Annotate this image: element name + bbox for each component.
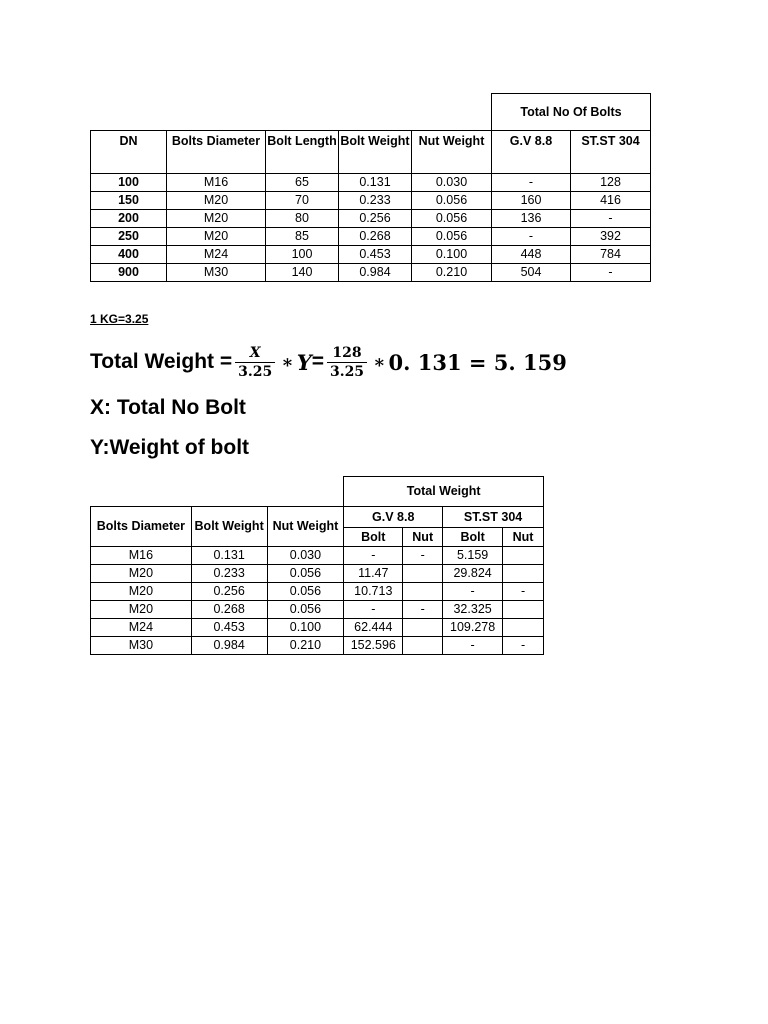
cell-stst-nut-weight: [503, 619, 544, 637]
cell-gv-bolt-weight: 11.47: [344, 565, 403, 583]
bolts-count-table-body: [91, 174, 651, 282]
cell-stst304-count: 784: [571, 246, 651, 264]
cell-nut-weight: 0.056: [412, 192, 492, 210]
cell-nut-weight: 0.100: [267, 619, 344, 637]
cell-bolt-length: 70: [266, 192, 339, 210]
cell-dn: 200: [91, 210, 167, 228]
cell-stst-nut-weight: -: [503, 583, 544, 601]
header-nut-weight-2: Nut Weight: [267, 507, 344, 547]
cell-bolts-diameter: M16: [91, 547, 192, 565]
table-row: [91, 637, 544, 655]
table-row: [91, 264, 651, 282]
cell-gv-nut-weight: [403, 565, 443, 583]
total-weight-group-header: Total Weight: [344, 477, 544, 507]
cell-bolts-diameter: M24: [91, 619, 192, 637]
cell-bolts-diameter: M20: [167, 192, 266, 210]
subheader-gv-bolt: Bolt: [344, 528, 403, 547]
total-weight-table-body: [91, 547, 544, 655]
cell-bolts-diameter: M24: [167, 246, 266, 264]
formula-result: 0. 131 = 5. 159: [388, 349, 567, 375]
header-dn: DN: [91, 131, 167, 174]
table-row: [91, 619, 544, 637]
x-fraction-denominator: 3.25: [235, 362, 275, 381]
cell-bolt-weight: 0.233: [191, 565, 267, 583]
cell-bolt-weight: 0.453: [191, 619, 267, 637]
cell-stst304-count: 392: [571, 228, 651, 246]
header-bolts-diameter: Bolts Diameter: [167, 131, 266, 174]
header-gv88: G.V 8.8: [492, 131, 571, 174]
cell-stst-nut-weight: -: [503, 637, 544, 655]
header-bolt-weight: Bolt Weight: [339, 131, 412, 174]
cell-gv-bolt-weight: 62.444: [344, 619, 403, 637]
cell-stst-bolt-weight: -: [443, 637, 503, 655]
cell-gv88-count: 136: [492, 210, 571, 228]
cell-nut-weight: 0.030: [412, 174, 492, 192]
multiply-sign: ∗: [281, 351, 294, 373]
cell-bolts-diameter: M20: [167, 210, 266, 228]
cell-gv88-count: 448: [492, 246, 571, 264]
cell-stst-nut-weight: [503, 565, 544, 583]
total-bolts-group-header: Total No Of Bolts: [492, 94, 651, 131]
table-row: [91, 565, 544, 583]
legend-x: X: Total No Bolt: [90, 396, 246, 419]
multiply-sign-2: ∗: [373, 351, 386, 373]
table-row: [91, 174, 651, 192]
number-fraction: [327, 344, 367, 381]
cell-stst-bolt-weight: 32.325: [443, 601, 503, 619]
number-fraction-denominator: 3.25: [327, 362, 367, 381]
total-weight-formula: [90, 338, 567, 386]
bolts-count-table: [90, 93, 651, 282]
cell-gv-bolt-weight: -: [344, 547, 403, 565]
formula-equals: =: [311, 350, 324, 373]
cell-nut-weight: 0.056: [267, 565, 344, 583]
cell-gv-nut-weight: -: [403, 547, 443, 565]
x-fraction: [235, 344, 275, 381]
cell-stst304-count: 416: [571, 192, 651, 210]
cell-gv88-count: -: [492, 228, 571, 246]
cell-stst-bolt-weight: 5.159: [443, 547, 503, 565]
cell-bolt-weight: 0.131: [191, 547, 267, 565]
conversion-note: 1 KG=3.25: [90, 312, 149, 326]
table-row: [91, 601, 544, 619]
cell-nut-weight: 0.056: [267, 583, 344, 601]
cell-gv-nut-weight: [403, 637, 443, 655]
cell-bolt-length: 80: [266, 210, 339, 228]
subheader-gv-nut: Nut: [403, 528, 443, 547]
cell-bolt-weight: 0.131: [339, 174, 412, 192]
table-row: [91, 228, 651, 246]
formula-label: Total Weight =: [90, 350, 233, 373]
cell-bolt-length: 100: [266, 246, 339, 264]
table-row: [91, 192, 651, 210]
header-stst304: ST.ST 304: [571, 131, 651, 174]
cell-bolt-weight: 0.984: [191, 637, 267, 655]
cell-bolts-diameter: M20: [91, 601, 192, 619]
subheader-stst-nut: Nut: [503, 528, 544, 547]
cell-gv88-count: 504: [492, 264, 571, 282]
cell-gv-nut-weight: -: [403, 601, 443, 619]
cell-gv88-count: -: [492, 174, 571, 192]
table-row: [91, 547, 544, 565]
cell-bolts-diameter: M30: [91, 637, 192, 655]
cell-nut-weight: 0.210: [267, 637, 344, 655]
cell-nut-weight: 0.100: [412, 246, 492, 264]
header-bolt-length: Bolt Length: [266, 131, 339, 174]
cell-stst-bolt-weight: 109.278: [443, 619, 503, 637]
cell-bolt-weight: 0.984: [339, 264, 412, 282]
cell-bolt-weight: 0.256: [191, 583, 267, 601]
cell-gv-bolt-weight: 10.713: [344, 583, 403, 601]
cell-bolt-length: 85: [266, 228, 339, 246]
cell-gv-bolt-weight: -: [344, 601, 403, 619]
cell-dn: 150: [91, 192, 167, 210]
cell-bolts-diameter: M20: [91, 583, 192, 601]
legend-y: Y:Weight of bolt: [90, 436, 250, 459]
cell-gv-nut-weight: [403, 583, 443, 601]
cell-bolt-length: 65: [266, 174, 339, 192]
cell-gv-bolt-weight: 152.596: [344, 637, 403, 655]
number-fraction-numerator: 128: [332, 344, 362, 361]
cell-dn: 100: [91, 174, 167, 192]
cell-bolt-weight: 0.233: [339, 192, 412, 210]
cell-stst304-count: 128: [571, 174, 651, 192]
cell-stst304-count: -: [571, 264, 651, 282]
table-row: [91, 246, 651, 264]
cell-stst-bolt-weight: 29.824: [443, 565, 503, 583]
cell-gv88-count: 160: [492, 192, 571, 210]
cell-stst-bolt-weight: -: [443, 583, 503, 601]
cell-bolt-weight: 0.268: [191, 601, 267, 619]
cell-dn: 400: [91, 246, 167, 264]
cell-nut-weight: 0.030: [267, 547, 344, 565]
x-fraction-numerator: X: [249, 344, 261, 361]
cell-stst-nut-weight: [503, 601, 544, 619]
cell-bolts-diameter: M30: [167, 264, 266, 282]
cell-gv-nut-weight: [403, 619, 443, 637]
cell-bolt-weight: 0.453: [339, 246, 412, 264]
table-row: [91, 210, 651, 228]
cell-bolts-diameter: M20: [167, 228, 266, 246]
cell-nut-weight: 0.056: [267, 601, 344, 619]
cell-bolt-weight: 0.268: [339, 228, 412, 246]
cell-bolts-diameter: M20: [91, 565, 192, 583]
cell-bolt-weight: 0.256: [339, 210, 412, 228]
cell-nut-weight: 0.056: [412, 228, 492, 246]
cell-stst-nut-weight: [503, 547, 544, 565]
header-nut-weight: Nut Weight: [412, 131, 492, 174]
cell-dn: 250: [91, 228, 167, 246]
cell-nut-weight: 0.056: [412, 210, 492, 228]
header-bolt-weight-2: Bolt Weight: [191, 507, 267, 547]
subgroup-stst304: ST.ST 304: [443, 507, 544, 528]
cell-dn: 900: [91, 264, 167, 282]
cell-nut-weight: 0.210: [412, 264, 492, 282]
y-variable: Y: [296, 349, 312, 375]
cell-bolts-diameter: M16: [167, 174, 266, 192]
total-weight-table: [90, 476, 544, 655]
cell-stst304-count: -: [571, 210, 651, 228]
cell-bolt-length: 140: [266, 264, 339, 282]
subheader-stst-bolt: Bolt: [443, 528, 503, 547]
subgroup-gv88: G.V 8.8: [344, 507, 443, 528]
table-row: [91, 583, 544, 601]
header-bolts-diameter-2: Bolts Diameter: [91, 507, 192, 547]
